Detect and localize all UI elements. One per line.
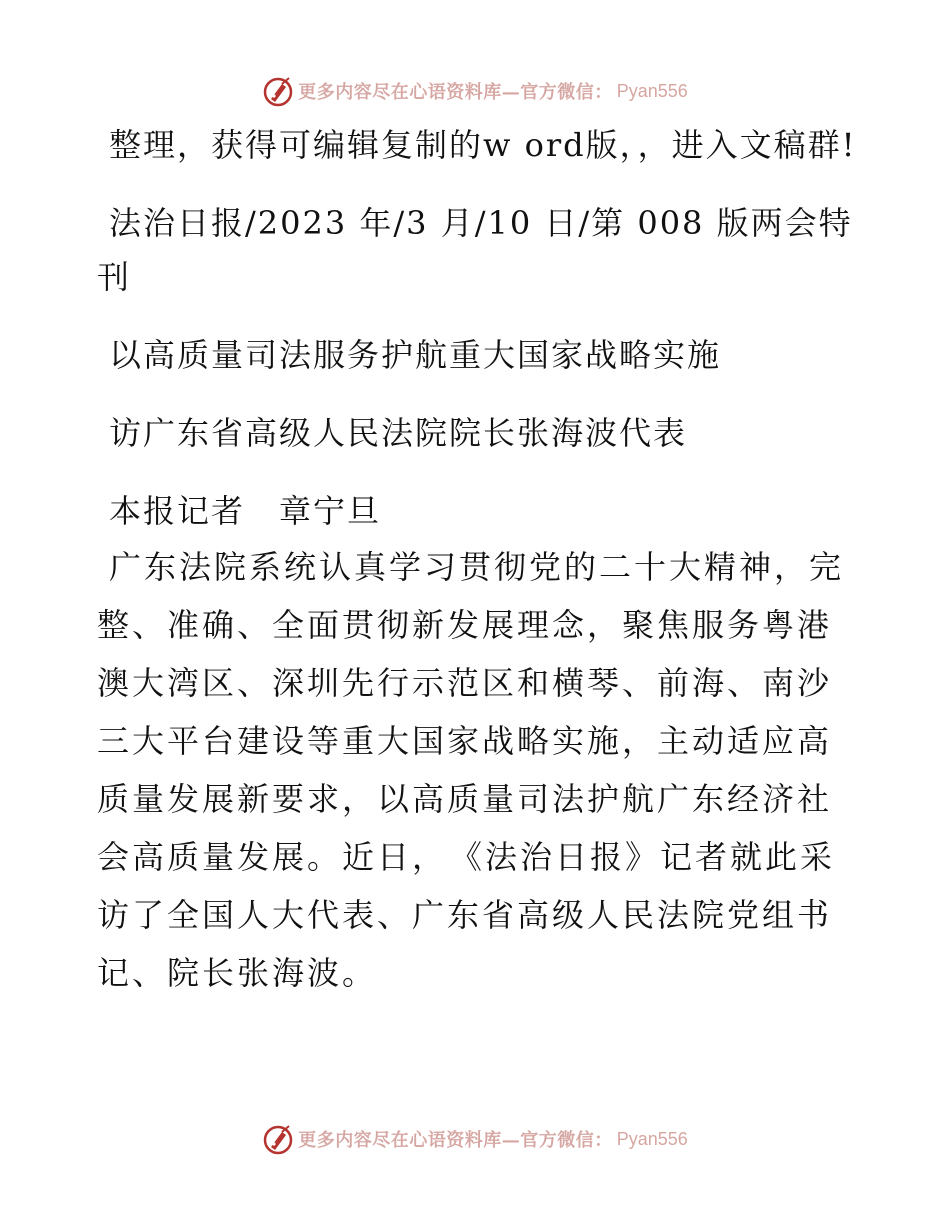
watermark-text: 更多内容尽在心语资料库—官方微信：	[298, 1130, 613, 1151]
watermark-text: 更多内容尽在心语资料库—官方微信：	[298, 82, 613, 103]
watermark-header	[0, 71, 950, 111]
pen-logo-icon	[262, 75, 294, 107]
body-paragraph: 广东法院系统认真学习贯彻党的二十大精神，完整、准确、全面贯彻新发展理念，聚焦服务粤港澳大湾区、深圳先行示范区和横琴、前海、南沙三大平台建设等重大国家战略实施，主动适应高质量发展新要求，以高质量司法护航广东经济社会高质量发展。近日， 《法治日报》记者就此采访了全国人大代表、广东省高级人民法院党组书记、院长张海波。	[97, 548, 845, 992]
headline: 以高质量司法服务护航重大国家战略实施	[109, 336, 722, 374]
byline: 本报记者 章宁旦	[109, 492, 382, 530]
watermark-wechat-id: Pyan556	[616, 1128, 688, 1149]
watermark-wechat-id: Pyan556	[616, 80, 688, 101]
subheadline: 访广东省高级人民法院院长张海波代表	[109, 414, 688, 452]
watermark-footer	[0, 1119, 950, 1159]
intro-line: 整理，获得可编辑复制的w ord版，，进入文稿群!	[109, 126, 857, 164]
pen-logo-icon	[262, 1123, 294, 1155]
source-line: 法治日报/2023 年/3 月/10 日/第 008 版两会特刊	[97, 204, 853, 296]
document-body	[97, 118, 857, 1002]
